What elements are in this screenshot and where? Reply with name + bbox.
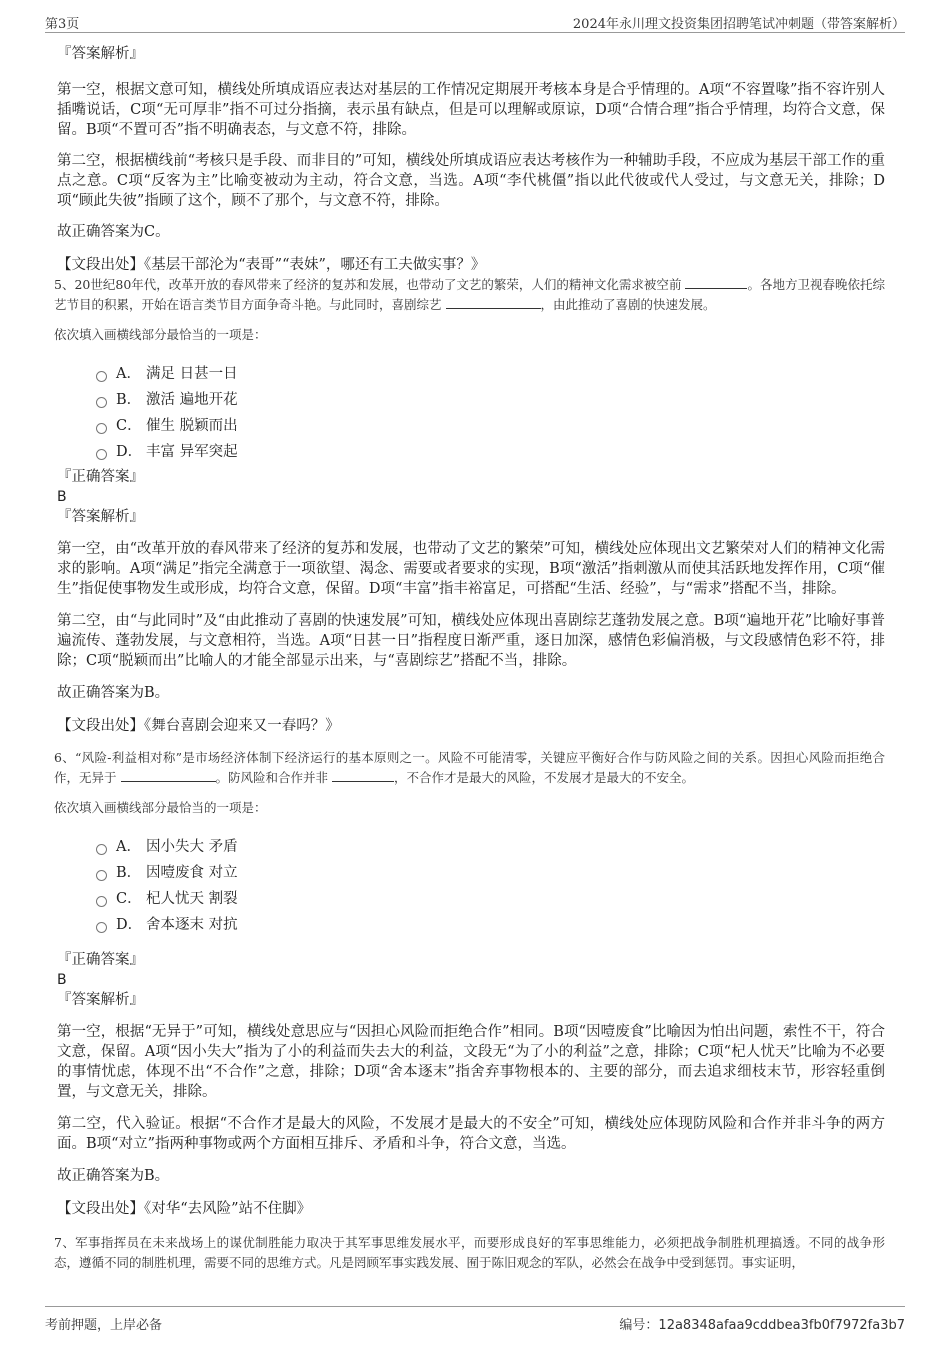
q6-answer-label: 『正确答案』: [57, 952, 144, 968]
radio-button[interactable]: [96, 896, 107, 907]
q5-source: 【文段出处】《舞台喜剧会迎来又一春吗？》: [57, 718, 340, 734]
radio-button[interactable]: [96, 397, 107, 408]
q5-stem: 5、20世纪80年代，改革开放的春风带来了经济的复苏和发展，也带动了文艺的繁荣，人们的精神文化需求被空前 。各地方卫视春晚依托综艺节目的积累，开始在语言类节目方面争奇斗艳。与此同时，喜剧综艺 ，由此推动了喜剧的快速发展。: [54, 277, 885, 312]
q5-option-b[interactable]: B． 激活 遍地开花: [57, 387, 885, 413]
q7-stem: 7、军事指挥员在未来战场上的谋优制胜能力取决于其军事思维发展水平，而要形成良好的军事思维能力，必须把战争制胜机理搞透。不同的战争形态，遵循不同的制胜机理，需要不同的思维方式。凡是罔顾军事实践发展、囿于陈旧观念的军队，必然会在战争中受到惩罚。事实证明，: [54, 1235, 885, 1270]
q5-option-a[interactable]: A． 满足 日甚一日: [57, 361, 885, 387]
q6-prompt: 依次填入画横线部分最恰当的一项是：: [54, 800, 267, 815]
q5-option-c[interactable]: C． 催生 脱颖而出: [57, 413, 885, 439]
q6-source: 【文段出处】《对华“去风险”站不住脚》: [57, 1201, 312, 1217]
q5-answer: B: [57, 489, 67, 505]
q5-blank-2: [446, 295, 541, 309]
q4-analysis-p1: 第一空，根据文意可知，横线处所填成语应表达对基层的工作情况定期展开考核本身是合乎情理的。A项“不容置喙”指不容许别人插嘴说话，C项“无可厚非”指不可过分指摘，表示虽有缺点，但是可以理解或原谅，D项“合情合理”指合乎情理，均符合文意，保留。B项“不置可否”指不明确表态，与文意不符，排除。: [57, 82, 885, 138]
radio-button[interactable]: [96, 449, 107, 460]
radio-button[interactable]: [96, 371, 107, 382]
radio-button[interactable]: [96, 922, 107, 933]
q6-option-c[interactable]: C． 杞人忧天 割裂: [57, 886, 885, 912]
q6-analysis-p1: 第一空，根据“无异于”可知，横线处意思应与“因担心风险而拒绝合作”相同。B项“因噎废食”比喻因为怕出问题，索性不干，符合文意，保留。A项“因小失大”指为了小的利益而失去大的利益，文段无“为了小的利益”之意，排除；C项“杞人忧天”比喻为不必要的事情忧虑，体现不出“不合作”之意，排除；D项“舍本逐末”指舍弃事物根本的、主要的部分，而去追求细枝末节，形容轻重倒置，与文意无关，排除。: [57, 1024, 885, 1100]
q5-analysis-label: 『答案解析』: [57, 509, 144, 525]
q6-option-a[interactable]: A． 因小失大 矛盾: [57, 834, 885, 860]
q6-options: [57, 834, 885, 938]
q6-stem: 6、“风险-利益相对称”是市场经济体制下经济运行的基本原则之一。风险不可能清零，关键应平衡好合作与防风险之间的关系。因担心风险而拒绝合作，无异于 。防风险和合作并非 ，不合作才是最大的风险，不发展才是最大的不安全。: [54, 750, 885, 785]
q6-blank-1: [121, 768, 216, 782]
q5-analysis-p2: 第二空，由“与此同时”及“由此推动了喜剧的快速发展”可知，横线处应体现出喜剧综艺蓬勃发展之意。B项“遍地开花”比喻好事普遍流传、蓬勃发展，与文意相符，当选。A项“日甚一日”指程度日渐严重，逐日加深，感情色彩偏消极，与文段感情色彩不符，排除；C项“脱颖而出”比喻人的才能全部显示出来，与“喜剧综艺”搭配不当，排除。: [57, 613, 885, 669]
q6-analysis-p2: 第二空，代入验证。根据“不合作才是最大的风险，不发展才是最大的不安全”可知，横线处应体现防风险和合作并非斗争的两方面。B项“对立”指两种事物或两个方面相互排斥、矛盾和斗争，符合文意，当选。: [57, 1116, 885, 1152]
q6-analysis-label: 『答案解析』: [57, 992, 144, 1008]
document-title: 2024年永川理文投资集团招聘笔试冲刺题（带答案解析）: [572, 17, 905, 32]
radio-button[interactable]: [96, 844, 107, 855]
content: [54, 44, 885, 1273]
q4-conclusion: 故正确答案为C。: [57, 224, 170, 240]
q5-options: [57, 361, 885, 465]
q5-blank-1: [685, 275, 747, 289]
q6-conclusion: 故正确答案为B。: [57, 1168, 170, 1184]
page-number: 第3页: [45, 17, 80, 32]
q6-answer: B: [57, 972, 67, 988]
footer-code: [619, 1314, 905, 1333]
q5-conclusion: 故正确答案为B。: [57, 685, 170, 701]
q4-analysis-label: 『答案解析』: [57, 46, 144, 62]
q5-option-d[interactable]: D． 丰富 异军突起: [57, 439, 885, 465]
q5-prompt: 依次填入画横线部分最恰当的一项是：: [54, 327, 267, 342]
footer-slogan: 考前押题，上岸必备: [45, 1318, 163, 1333]
page-footer: [45, 1306, 905, 1333]
radio-button[interactable]: [96, 870, 107, 881]
q4-analysis-p2: 第二空，根据横线前“考核只是手段、而非目的”可知，横线处所填成语应表达考核作为一种辅助手段，不应成为基层干部工作的重点之意。C项“反客为主”比喻变被动为主动，符合文意，当选。A项“李代桃僵”指以此代彼或代人受过，与文意无关，排除；D项“顾此失彼”指顾了这个，顾不了那个，与文意不符，排除。: [57, 153, 885, 209]
q6-option-d[interactable]: D． 舍本逐末 对抗: [57, 912, 885, 938]
q5-answer-label: 『正确答案』: [57, 469, 144, 485]
footer-code-value: 12a8348afaa9cddbea3fb0f7972fa3b7: [658, 1318, 905, 1333]
footer-code-label: 编号：: [619, 1318, 659, 1333]
q6-blank-2: [332, 768, 394, 782]
radio-button[interactable]: [96, 423, 107, 434]
q6-option-b[interactable]: B． 因噎废食 对立: [57, 860, 885, 886]
page-header: [45, 10, 905, 33]
q4-source: 【文段出处】《基层干部沦为“表哥”“表妹”，哪还有工夫做实事？》: [57, 257, 486, 273]
q5-analysis-p1: 第一空，由“改革开放的春风带来了经济的复苏和发展，也带动了文艺的繁荣”可知，横线处应体现出文艺繁荣对人们的精神文化需求的影响。A项“满足”指完全满意于一项欲望、渴念、需要或者要求的实现，B项“激活”指刺激从而使其活跃地发挥作用，C项“催生”指促使事物发生或形成，均符合文意，保留。D项“丰富”指丰裕富足，可搭配“生活、经验”，与“需求”搭配不当，排除。: [57, 541, 885, 597]
